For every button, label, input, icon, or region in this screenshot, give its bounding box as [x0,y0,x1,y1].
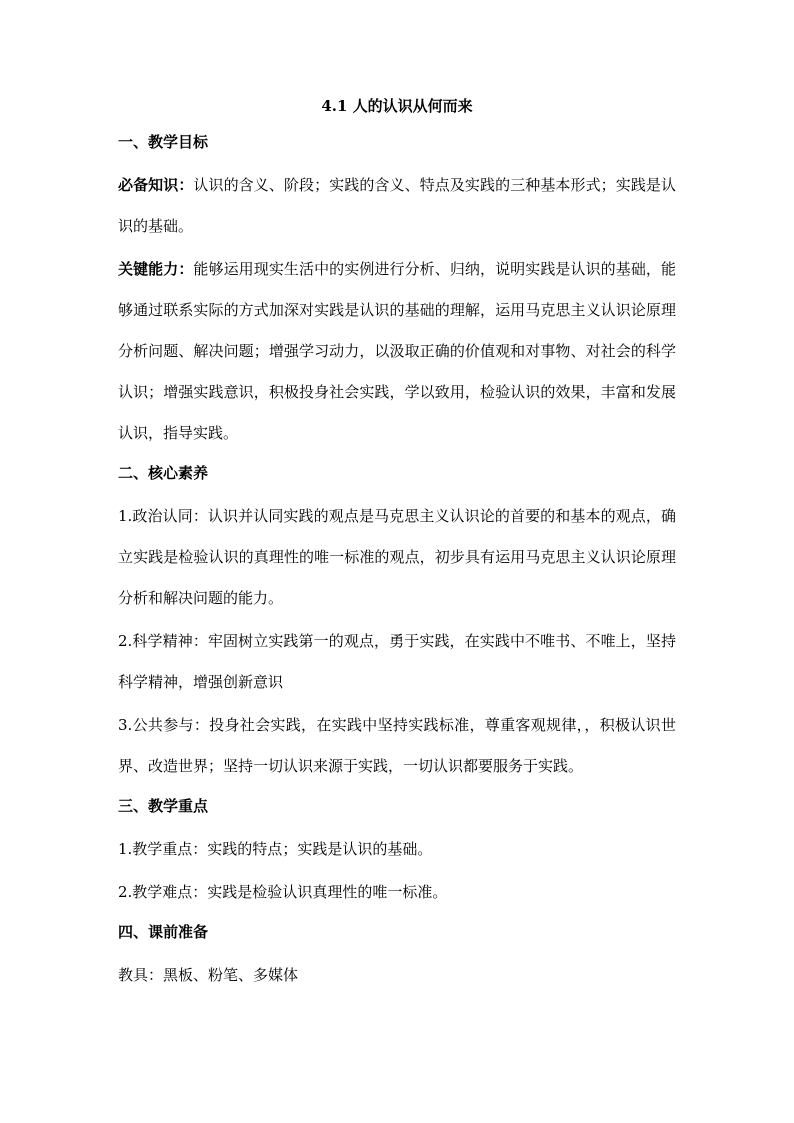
knowledge-label: 必备知识： [118,176,194,194]
section-heading-objectives: 一、教学目标 [118,133,209,151]
preparation-tools: 教具：黑板、粉笔、多媒体 [118,966,299,984]
key-point-focus: 1.教学重点：实践的特点；实践是认识的基础。 [118,840,433,858]
section-heading-literacy: 二、核心素养 [118,464,209,482]
ability-text: 能够运用现实生活中的实例进行分析、归纳，说明实践是认识的基础，能够通过联系实际的方式加深对实践是认识的基础的理解，运用马克思主义认识论原理分析问题、解决问题；增强学习动力，以汲取正确的价值观和对事物、对社会的科学认识；增强实践意识，积极投身社会实践，学以致用，检验认识的效果，丰富和发展认识，指导实践。 [118,260,676,442]
literacy-item-science: 2.科学精神：牢固树立实践第一的观点，勇于实践，在实践中不唯书、不唯上，坚持科学精神，增强创新意识 [118,632,676,691]
objective-ability [118,249,676,454]
ability-label: 关键能力： [118,260,194,278]
section-heading-key-points: 三、教学重点 [118,797,209,815]
literacy-item-political: 1.政治认同：认识并认同实践的观点是马克思主义认识论的首要的和基本的观点，确立实践是检验认识的真理性的唯一标准的观点，初步具有运用马克思主义认识论原理分析和解决问题的能力。 [118,507,676,607]
section-heading-preparation: 四、课前准备 [118,923,209,941]
knowledge-text: 认识的含义、阶段；实践的含义、特点及实践的三种基本形式；实践是认识的基础。 [118,176,676,235]
key-point-difficulty: 2.教学难点：实践是检验认识真理性的唯一标准。 [118,883,448,901]
document-title: 4.1 人的认识从何而来 [321,97,473,115]
literacy-item-participation: 3.公共参与：投身社会实践，在实践中坚持实践标准，尊重客观规律，，积极认识世界、改造世界；坚持一切认识来源于实践，一切认识都要服务于实践。 [118,716,676,775]
objective-knowledge [118,165,676,247]
